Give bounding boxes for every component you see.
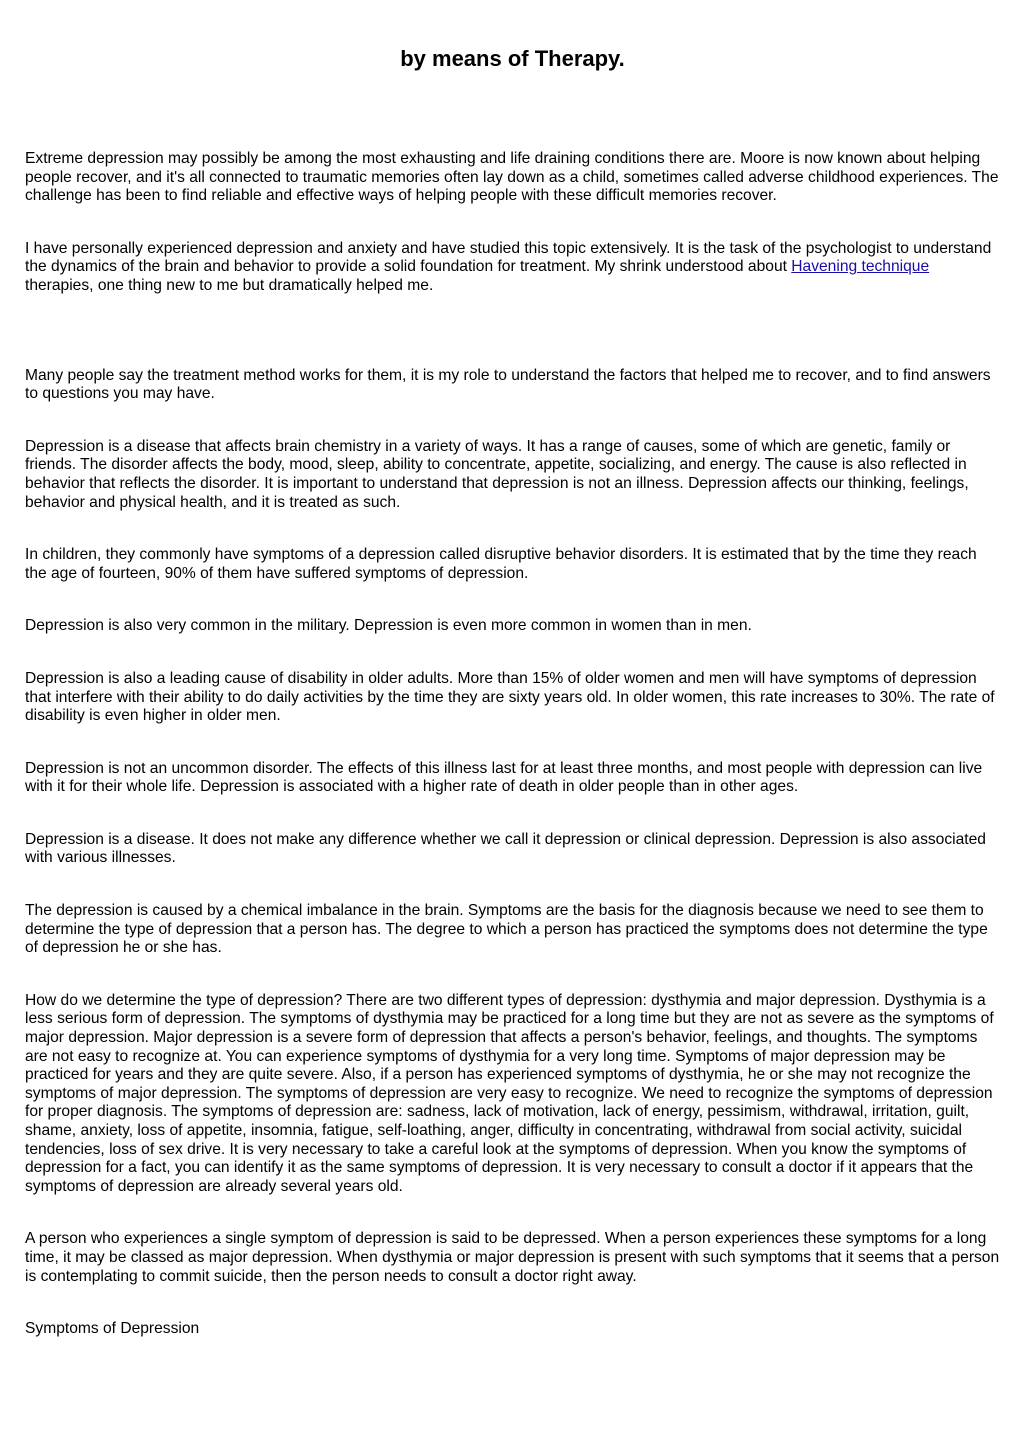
paragraph-intro: Extreme depression may possibly be among the most exhausting and life draining conditions there are. Moore is now known about helping people recover, and it's all connected to traumatic memories often lay down as a child, sometimes called adverse childhood experiences. The challenge has been to find reliable and effective ways of helping people with these difficult memories recover.	[25, 150, 999, 205]
paragraph-older-adults: Depression is also a leading cause of disability in older adults. More than 15% of older women and men will have symptoms of depression that interfere with their ability to do daily activities by the time they are sixty years old. In older women, this rate increases to 30%. The rate of disability is even higher in older men.	[25, 669, 995, 725]
paragraph-personal-experience	[25, 240, 1000, 296]
paragraph-children: In children, they commonly have symptoms of a depression called disruptive behavior disorders. It is estimated that by the time they reach the age of fourteen, 90% of them have suffered symptoms of depression.	[25, 546, 977, 582]
section-heading-symptoms: Symptoms of Depression	[25, 1320, 200, 1338]
havening-technique-link[interactable]: Havening technique	[791, 258, 930, 276]
page-title: by means of Therapy.	[400, 46, 625, 71]
paragraph-types-of-depression: How do we determine the type of depression? There are two different types of depression: dysthymia and major depression. Dysthymia is a less serious form of depression. The symptoms of dysthymia may be practiced for a long time but they are not as severe as the symptoms of major depression. Major depression is a severe form of depression that affects a person's behavior, feelings, and thoughts. The symptoms are not easy to recognize at. You can experience symptoms of dysthymia for a very long time. Symptoms of major depression may be practiced for years and they are quite severe. Also, if a person has experienced symptoms of dysthymia, he or she may not recognize the symptoms of major depression. The symptoms of depression are very easy to recognize. We need to recognize the symptoms of depression for proper diagnosis. The symptoms of depression are: sadness, lack of motivation, lack of energy, pessimism, withdrawal, irritation, guilt, shame, anxiety, loss of appetite, insomnia, fatigue, self-loathing, anger, difficulty in concentrating, withdrawal from social activity, suicidal tendencies, loss of sex drive. It is very necessary to take a careful look at the symptoms of depression. When you know the symptoms of depression for a fact, you can identify it as the same symptoms of depression. It is very necessary to consult a doctor if it appears that the symptoms of depression are already several years old.	[25, 991, 994, 1195]
paragraph-uncommon-disorder: Depression is not an uncommon disorder. The effects of this illness last for at least three months, and most people with depression can live with it for their whole life. Depression is associated with a higher rate of death in older people than in other ages.	[25, 759, 983, 796]
paragraph-text: therapies, one thing new to me but dramatically helped me.	[25, 276, 434, 294]
paragraph-single-symptom: A person who experiences a single symptom of depression is said to be depressed. When a person experiences these symptoms for a long time, it may be classed as major depression. When dysthymia or major depression is present with such symptoms that it seems that a person is contemplating to commit suicide, then the person needs to consult a doctor right away.	[25, 1230, 1000, 1285]
paragraph-clinical-depression: Depression is a disease. It does not make any difference whether we call it depression or clinical depression. Depression is also associated with various illnesses.	[25, 830, 986, 867]
paragraph-military: Depression is also very common in the military. Depression is even more common in women than in men.	[25, 617, 752, 635]
paragraph-chemical-imbalance: The depression is caused by a chemical imbalance in the brain. Symptoms are the basis for the diagnosis because we need to see them to determine the type of depression that a person has. The degree to which a person has practiced the symptoms does not determine the type of depression he or she has.	[25, 902, 988, 957]
paragraph-text: I have personally experienced depression and anxiety and have studied this topic extensively. It is the task of the psychologist to understand the dynamics of the brain and behavior to provide a solid foundation for treatment. My shrink understood about	[25, 239, 992, 276]
paragraph-disease: Depression is a disease that affects brain chemistry in a variety of ways. It has a range of causes, some of which are genetic, family or friends. The disorder affects the body, mood, sleep, ability to concentrate, appetite, socializing, and energy. The cause is also reflected in behavior that reflects the disorder. It is important to understand that depression is not an illness. Depression affects our thinking, feelings, behavior and physical health, and it is treated as such.	[25, 437, 969, 511]
paragraph-treatment: Many people say the treatment method works for them, it is my role to understand the factors that helped me to recover, and to find answers to questions you may have.	[25, 366, 991, 403]
